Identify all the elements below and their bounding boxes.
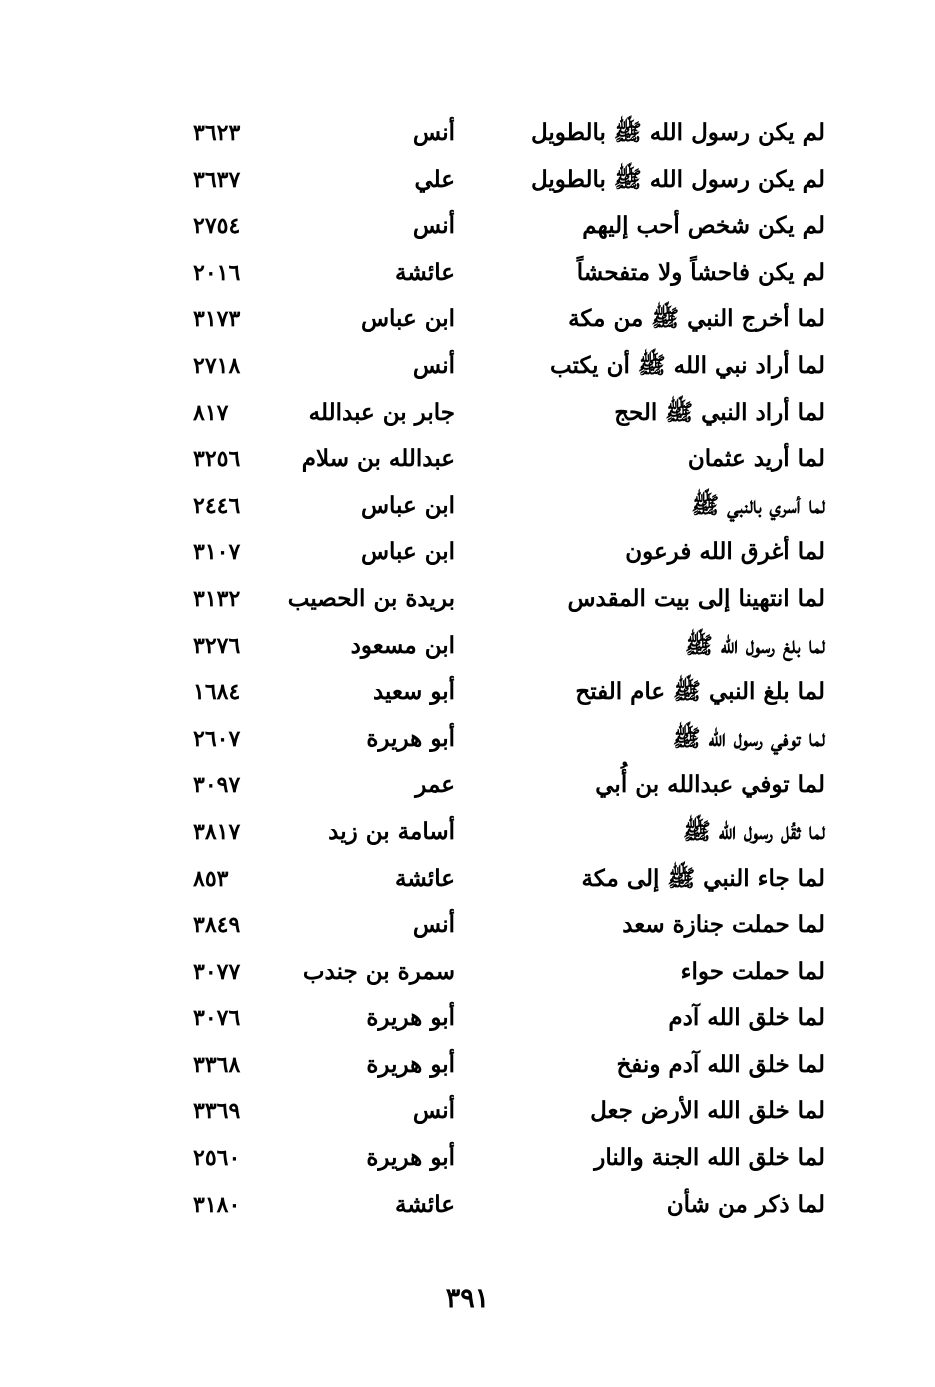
hadith-opening-text: لما أريد عثمان bbox=[687, 445, 825, 473]
hadith-number: ٣٨٤٩ bbox=[193, 912, 241, 939]
hadith-number: ٨٥٣ bbox=[193, 865, 229, 892]
narrator-name: أبو هريرة bbox=[366, 724, 455, 752]
hadith-opening-text: لما توفي رسول الله ﷺ bbox=[672, 724, 825, 752]
narrator-name: عائشة bbox=[395, 1190, 455, 1218]
hadith-number: ٢٥٦٠ bbox=[193, 1145, 241, 1172]
index-row bbox=[185, 393, 835, 440]
index-row bbox=[185, 439, 835, 486]
index-row bbox=[185, 346, 835, 393]
index-row bbox=[185, 206, 835, 253]
index-row bbox=[185, 253, 835, 300]
narrator-name: علي bbox=[414, 165, 455, 193]
hadith-index-table bbox=[185, 113, 835, 1231]
hadith-opening-text: لما ثقُل رسول الله ﷺ bbox=[682, 817, 825, 845]
hadith-opening-text: لما بلغ رسول الله ﷺ bbox=[684, 631, 825, 659]
hadith-opening-text: لم يكن رسول الله ﷺ بالطويل bbox=[530, 165, 825, 193]
hadith-opening-text: لما حملت حواء bbox=[680, 957, 825, 985]
hadith-opening-text: لما خلق الله آدم bbox=[668, 1004, 825, 1032]
hadith-number: ٢٤٤٦ bbox=[193, 492, 241, 519]
hadith-number: ٣٣٦٨ bbox=[193, 1051, 241, 1078]
hadith-number: ١٦٨٤ bbox=[193, 679, 241, 706]
index-row bbox=[185, 719, 835, 766]
index-row bbox=[185, 579, 835, 626]
narrator-name: عائشة bbox=[395, 864, 455, 892]
narrator-name: بريدة بن الحصيب bbox=[287, 584, 455, 612]
index-row bbox=[185, 905, 835, 952]
index-row bbox=[185, 952, 835, 999]
index-row bbox=[185, 765, 835, 812]
index-row bbox=[185, 1045, 835, 1092]
hadith-number: ٣١٨٠ bbox=[193, 1191, 241, 1218]
hadith-number: ٣٦٣٧ bbox=[193, 166, 241, 193]
hadith-number: ٣١٧٣ bbox=[193, 306, 241, 333]
hadith-opening-text: لما ذكر من شأن bbox=[666, 1190, 825, 1218]
index-row bbox=[185, 672, 835, 719]
index-row bbox=[185, 1185, 835, 1232]
hadith-number: ٣٣٦٩ bbox=[193, 1098, 241, 1125]
narrator-name: أسامة بن زيد bbox=[328, 817, 455, 845]
hadith-opening-text: لما أسري بالنبي ﷺ bbox=[691, 491, 825, 519]
narrator-name: ابن مسعود bbox=[350, 631, 455, 659]
hadith-number: ٣٢٧٦ bbox=[193, 632, 241, 659]
narrator-name: أبو هريرة bbox=[366, 1050, 455, 1078]
index-row bbox=[185, 812, 835, 859]
narrator-name: أبو هريرة bbox=[366, 1144, 455, 1172]
index-row bbox=[185, 160, 835, 207]
index-row bbox=[185, 626, 835, 673]
hadith-number: ٣٢٥٦ bbox=[193, 446, 241, 473]
hadith-number: ٢٠١٦ bbox=[193, 259, 241, 286]
narrator-name: أبو سعيد bbox=[372, 678, 455, 706]
hadith-opening-text: لما خلق الله الجنة والنار bbox=[594, 1144, 825, 1172]
narrator-name: أنس bbox=[412, 119, 455, 146]
narrator-name: عبدالله بن سلام bbox=[301, 445, 455, 473]
narrator-name: ابن عباس bbox=[360, 305, 455, 333]
page-number: ٣٩١ bbox=[445, 1283, 490, 1314]
narrator-name: أنس bbox=[412, 1097, 455, 1125]
hadith-opening-text: لما أراد نبي الله ﷺ أن يكتب bbox=[549, 351, 825, 379]
index-row bbox=[185, 1138, 835, 1185]
index-row bbox=[185, 299, 835, 346]
hadith-number: ٨١٧ bbox=[193, 399, 229, 426]
hadith-opening-text: لما جاء النبي ﷺ إلى مكة bbox=[581, 864, 825, 892]
index-row bbox=[185, 486, 835, 533]
hadith-opening-text: لما بلغ النبي ﷺ عام الفتح bbox=[575, 678, 825, 706]
hadith-number: ٣٦٢٣ bbox=[193, 120, 241, 146]
hadith-number: ٣١٠٧ bbox=[193, 539, 241, 566]
hadith-opening-text: لما انتهينا إلى بيت المقدس bbox=[567, 584, 825, 612]
hadith-opening-text: لما أراد النبي ﷺ الحج bbox=[614, 398, 825, 426]
hadith-number: ٢٧٥٤ bbox=[193, 213, 241, 240]
hadith-opening-text: لم يكن شخص أحب إليهم bbox=[582, 212, 825, 240]
index-row bbox=[185, 1091, 835, 1138]
index-row bbox=[185, 998, 835, 1045]
hadith-opening-text: لما أغرق الله فرعون bbox=[625, 538, 825, 566]
index-row bbox=[185, 859, 835, 906]
hadith-opening-text: لم يكن فاحشاً ولا متفحشاً bbox=[576, 258, 825, 286]
hadith-number: ٣٠٩٧ bbox=[193, 772, 241, 799]
narrator-name: عائشة bbox=[395, 258, 455, 286]
hadith-number: ٢٦٠٧ bbox=[193, 725, 241, 752]
hadith-opening-text: لما خلق الله آدم ونفخ bbox=[616, 1050, 825, 1078]
hadith-opening-text: لما توفي عبدالله بن أُبي bbox=[595, 771, 825, 799]
hadith-number: ٣١٣٢ bbox=[193, 585, 241, 612]
narrator-name: أنس bbox=[412, 351, 455, 379]
narrator-name: أنس bbox=[412, 212, 455, 240]
narrator-name: أبو هريرة bbox=[366, 1004, 455, 1032]
hadith-number: ٣٨١٧ bbox=[193, 818, 241, 845]
narrator-name: جابر بن عبدالله bbox=[308, 398, 455, 426]
hadith-opening-text: لما حملت جنازة سعد bbox=[622, 911, 825, 939]
hadith-opening-text: لما خلق الله الأرض جعل bbox=[590, 1097, 825, 1125]
narrator-name: ابن عباس bbox=[360, 491, 455, 519]
narrator-name: ابن عباس bbox=[360, 538, 455, 566]
hadith-number: ٢٧١٨ bbox=[193, 352, 241, 379]
hadith-opening-text: لما أخرج النبي ﷺ من مكة bbox=[568, 305, 825, 333]
hadith-number: ٣٠٧٧ bbox=[193, 958, 241, 985]
hadith-number: ٣٠٧٦ bbox=[193, 1005, 241, 1032]
index-row bbox=[185, 532, 835, 579]
hadith-opening-text: لم يكن رسول الله ﷺ بالطويل bbox=[530, 119, 825, 146]
narrator-name: عمر bbox=[415, 771, 455, 799]
index-row bbox=[185, 113, 835, 160]
narrator-name: أنس bbox=[412, 911, 455, 939]
narrator-name: سمرة بن جندب bbox=[302, 957, 455, 985]
